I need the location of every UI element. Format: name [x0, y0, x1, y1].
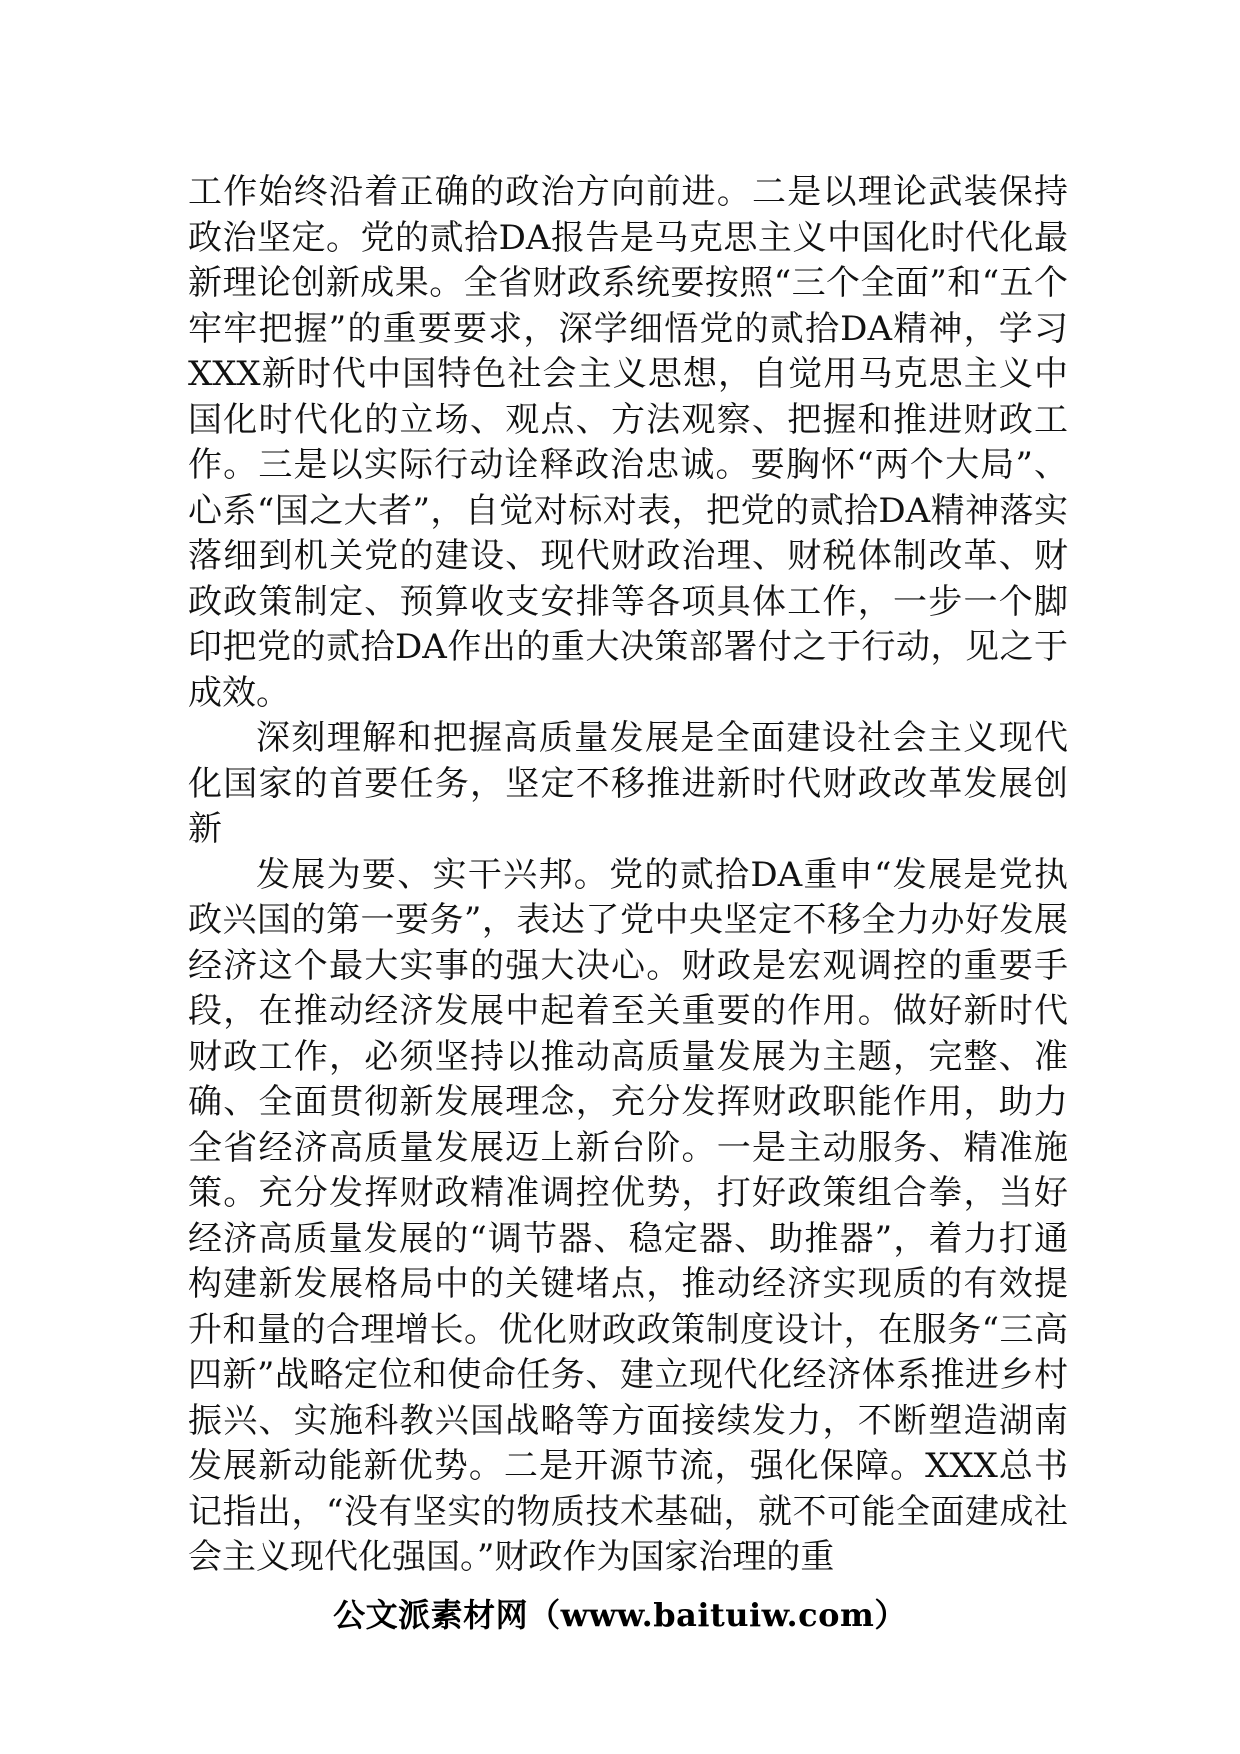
body-text — [188, 170, 1068, 1581]
footer-watermark: 公文派素材网（www.baituiw.com） — [333, 1596, 907, 1634]
section-heading: 深刻理解和把握高质量发展是全面建设社会主义现代化国家的首要任务，坚定不移推进新时代财政改革发展创新 — [188, 718, 1068, 849]
paragraph: 发展为要、实干兴邦。党的贰拾DA重申“发展是党执政兴国的第一要务”，表达了党中央坚定不移全力办好发展经济这个最大实事的强大决心。财政是宏观调控的重要手段，在推动经济发展中起着至关重要的作用。做好新时代财政工作，必须坚持以推动高质量发展为主题，完整、准确、全面贯彻新发展理念，充分发挥财政职能作用，助力全省经济高质量发展迈上新台阶。一是主动服务、精准施策。充分发挥财政精准调控优势，打好政策组合拳，当好经济高质量发展的“调节器、稳定器、助推器”，着力打通构建新发展格局中的关键堵点，推动经济实现质的有效提升和量的合理增长。优化财政政策制度设计，在服务“三高四新”战略定位和使命任务、建立现代化经济体系推进乡村振兴、实施科教兴国战略等方面接续发力，不断塑造湖南发展新动能新优势。二是开源节流，强化保障。XXX总书记指出，“没有坚实的物质技术基础，就不可能全面建成社会主义现代化强国。”财政作为国家治理的重 — [188, 854, 1068, 1577]
paragraph-continued: 工作始终沿着正确的政治方向前进。二是以理论武装保持政治坚定。党的贰拾DA报告是马克思主义中国化时代化最新理论创新成果。全省财政系统要按照“三个全面”和“五个牢牢把握”的重要要求，深学细悟党的贰拾DA精神，学习XXX新时代中国特色社会主义思想，自觉用马克思主义中国化时代化的立场、观点、方法观察、把握和推进财政工作。三是以实际行动诠释政治忠诚。要胸怀“两个大局”、心系“国之大者”，自觉对标对表，把党的贰拾DA精神落实落细到机关党的建设、现代财政治理、财税体制改革、财政政策制定、预算收支安排等各项具体工作，一步一个脚印把党的贰拾DA作出的重大决策部署付之于行动，见之于成效。 — [188, 172, 1068, 713]
